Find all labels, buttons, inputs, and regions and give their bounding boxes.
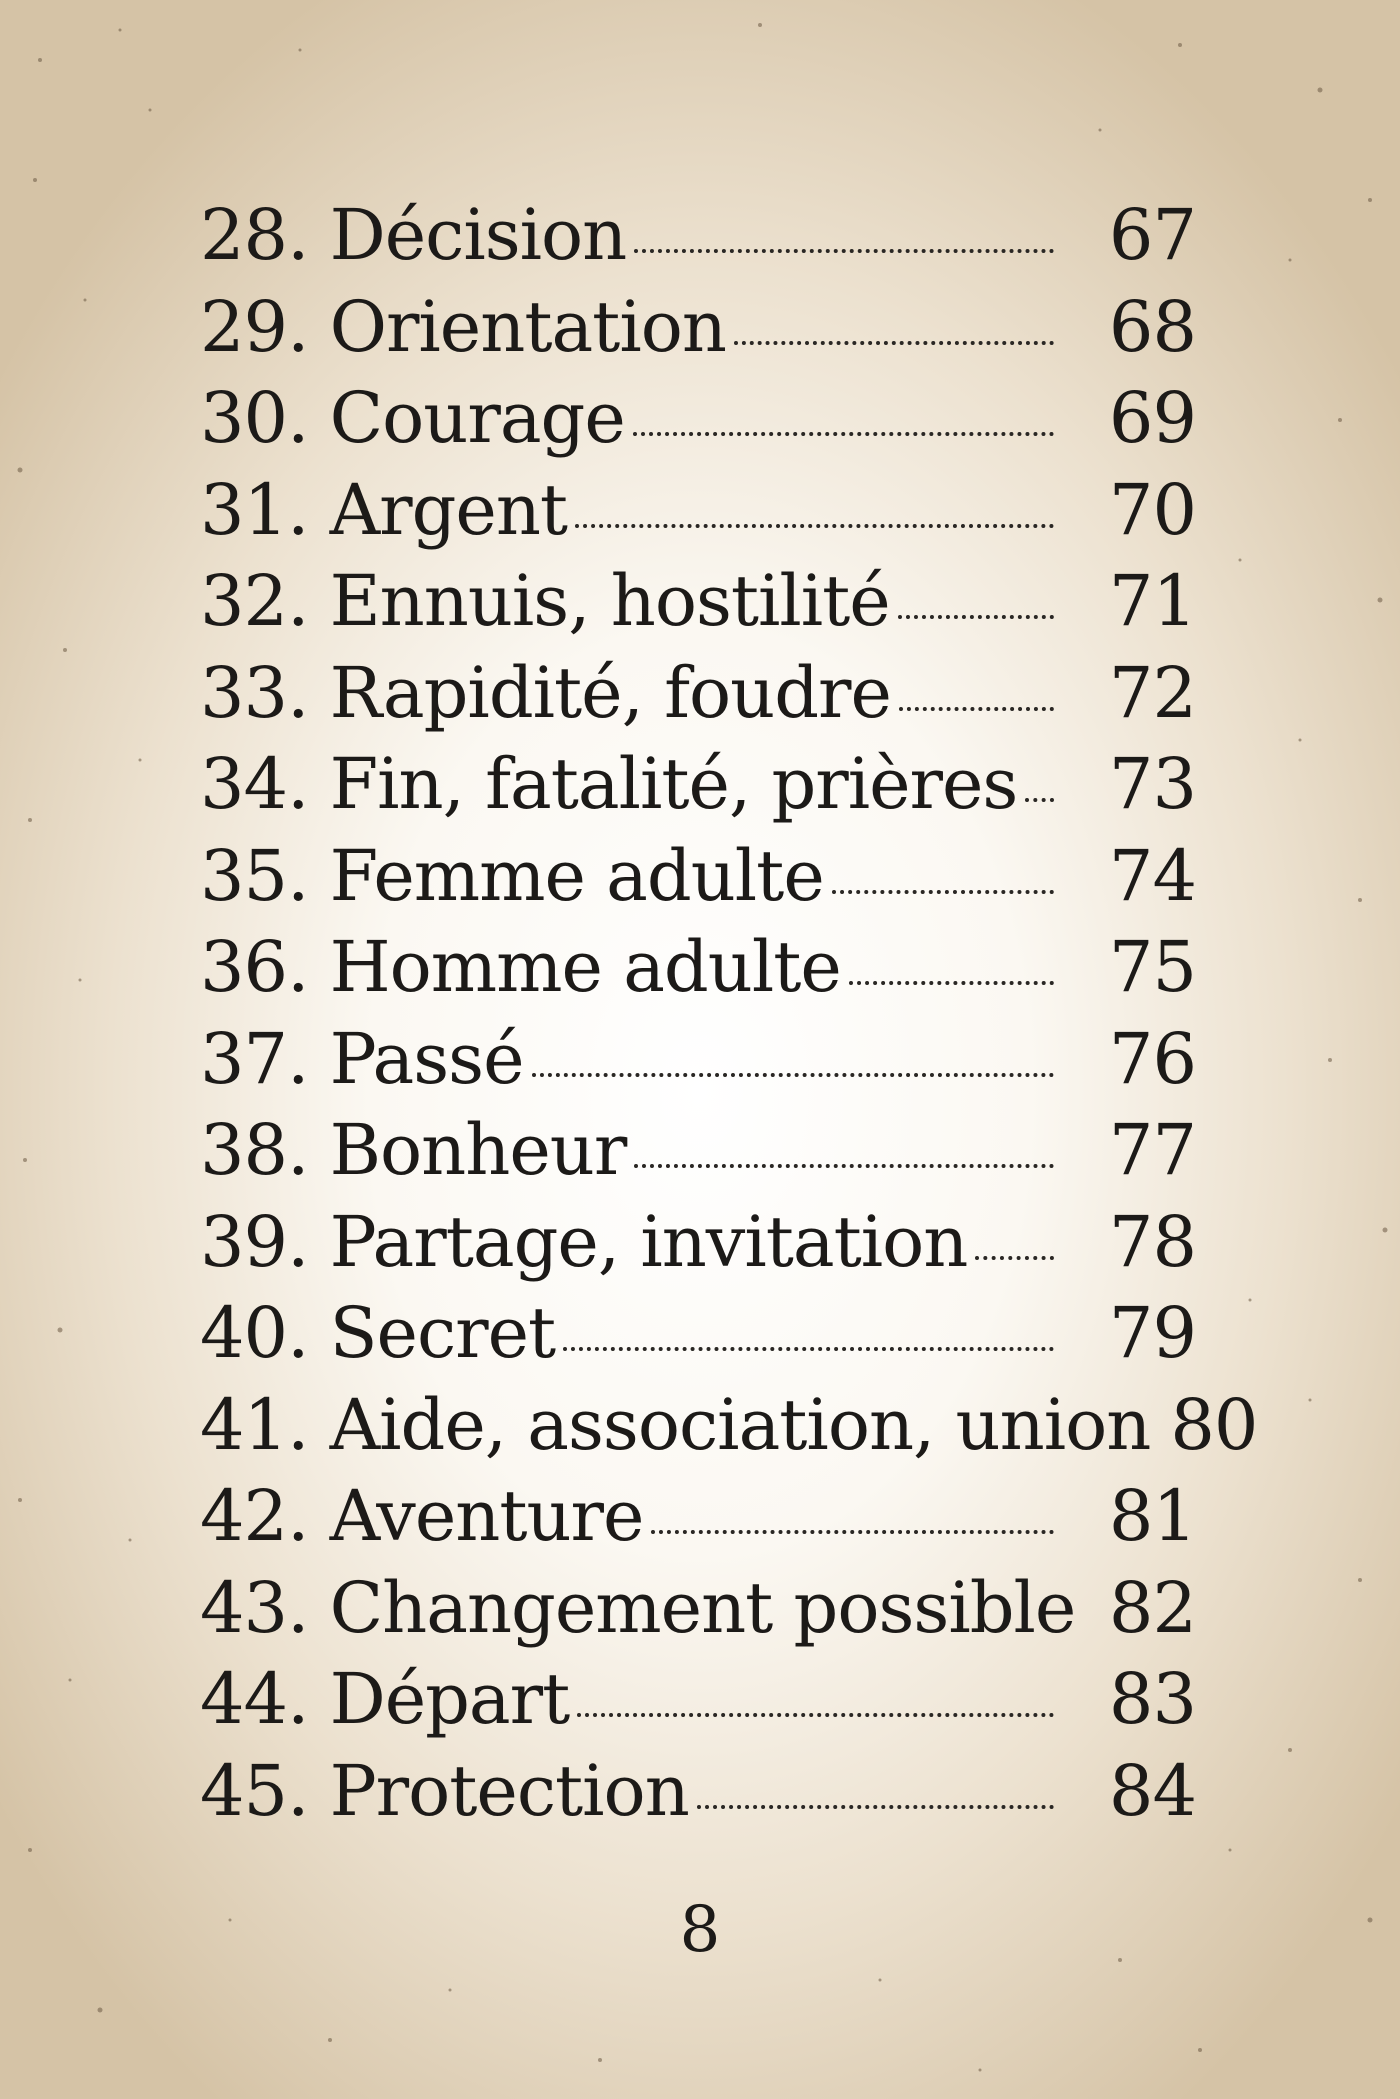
toc-entry xyxy=(200,1750,1196,1842)
toc-dot-leader xyxy=(634,249,1054,253)
toc-entry-label: 29. Orientation xyxy=(200,285,726,368)
toc-entry-page: 70 xyxy=(1108,468,1196,551)
toc-dot-leader xyxy=(898,615,1054,619)
toc-entry xyxy=(200,1383,1258,1476)
toc-entry xyxy=(200,1475,1196,1567)
toc-entry xyxy=(200,469,1196,561)
toc-entry xyxy=(200,1201,1196,1293)
toc-entry-page: 69 xyxy=(1108,377,1196,459)
toc-entry xyxy=(200,1658,1196,1750)
toc-entry xyxy=(200,286,1196,378)
toc-dot-leader xyxy=(633,432,1054,436)
toc-dot-leader xyxy=(734,341,1054,345)
toc-entry-page: 72 xyxy=(1108,651,1196,734)
toc-entry xyxy=(200,926,1196,1018)
toc-entry-page: 80 xyxy=(1170,1383,1258,1466)
toc-entry-page: 68 xyxy=(1108,285,1196,368)
toc-entry-label: 31. Argent xyxy=(200,468,568,551)
toc-entry-page: 76 xyxy=(1108,1017,1196,1100)
toc-entry-label: 36. Homme adulte xyxy=(200,926,841,1008)
toc-entry-page: 75 xyxy=(1108,926,1196,1008)
toc-entry-page: 81 xyxy=(1108,1475,1196,1557)
toc-entry-label: 37. Passé xyxy=(200,1017,524,1100)
toc-entry-label: 45. Protection xyxy=(200,1749,689,1832)
toc-entry-label: 38. Bonheur xyxy=(200,1109,627,1191)
toc-entry xyxy=(200,743,1196,835)
toc-entry-page: 83 xyxy=(1108,1658,1196,1740)
toc-entry xyxy=(200,835,1196,927)
toc-entry xyxy=(200,1567,1196,1659)
toc-dot-leader xyxy=(575,524,1054,528)
toc-dot-leader xyxy=(1025,798,1054,802)
toc-entry-page: 74 xyxy=(1108,834,1196,917)
toc-entry xyxy=(200,1018,1196,1110)
toc-dot-leader xyxy=(634,1164,1054,1168)
toc-entry xyxy=(200,377,1196,469)
toc-dot-leader xyxy=(899,707,1054,711)
toc-dot-leader xyxy=(832,890,1054,894)
page-number: 8 xyxy=(679,1893,721,1967)
toc-entry-page: 67 xyxy=(1108,194,1196,276)
toc-entry-label: 30. Courage xyxy=(200,377,625,459)
toc-entry-label: 33. Rapidité, foudre xyxy=(200,651,891,734)
toc-dot-leader xyxy=(697,1805,1054,1809)
table-of-contents xyxy=(200,194,1258,1841)
toc-entry-label: 43. Changement possible xyxy=(200,1566,1076,1649)
toc-entry-page: 78 xyxy=(1108,1200,1196,1283)
toc-dot-leader xyxy=(532,1073,1054,1077)
toc-entry xyxy=(200,1109,1196,1201)
toc-entry-label: 34. Fin, fatalité, prières xyxy=(200,743,1018,825)
toc-entry-label: 44. Départ xyxy=(200,1658,570,1740)
toc-entry xyxy=(200,652,1196,744)
toc-dot-leader xyxy=(577,1713,1054,1717)
toc-entry xyxy=(200,560,1196,652)
toc-entry-page: 71 xyxy=(1108,560,1196,642)
toc-entry-page: 73 xyxy=(1108,743,1196,825)
toc-entry-label: 28. Décision xyxy=(200,194,627,276)
toc-entry-page: 82 xyxy=(1108,1566,1196,1649)
toc-dot-leader xyxy=(651,1530,1054,1534)
toc-dot-leader xyxy=(975,1256,1054,1260)
toc-dot-leader xyxy=(563,1347,1054,1351)
toc-entry-label: 32. Ennuis, hostilité xyxy=(200,560,890,642)
toc-entry-label: 40. Secret xyxy=(200,1292,556,1374)
toc-entry-label: 39. Partage, invitation xyxy=(200,1200,968,1283)
toc-entry-page: 79 xyxy=(1108,1292,1196,1374)
toc-dot-leader xyxy=(849,981,1054,985)
toc-entry-page: 84 xyxy=(1108,1749,1196,1832)
toc-entry-label: 41. Aide, association, union xyxy=(200,1383,1151,1466)
toc-entry xyxy=(200,194,1196,286)
toc-entry-label: 42. Aventure xyxy=(200,1475,644,1557)
toc-entry-page: 77 xyxy=(1108,1109,1196,1191)
toc-entry xyxy=(200,1292,1196,1384)
toc-entry-label: 35. Femme adulte xyxy=(200,834,824,917)
